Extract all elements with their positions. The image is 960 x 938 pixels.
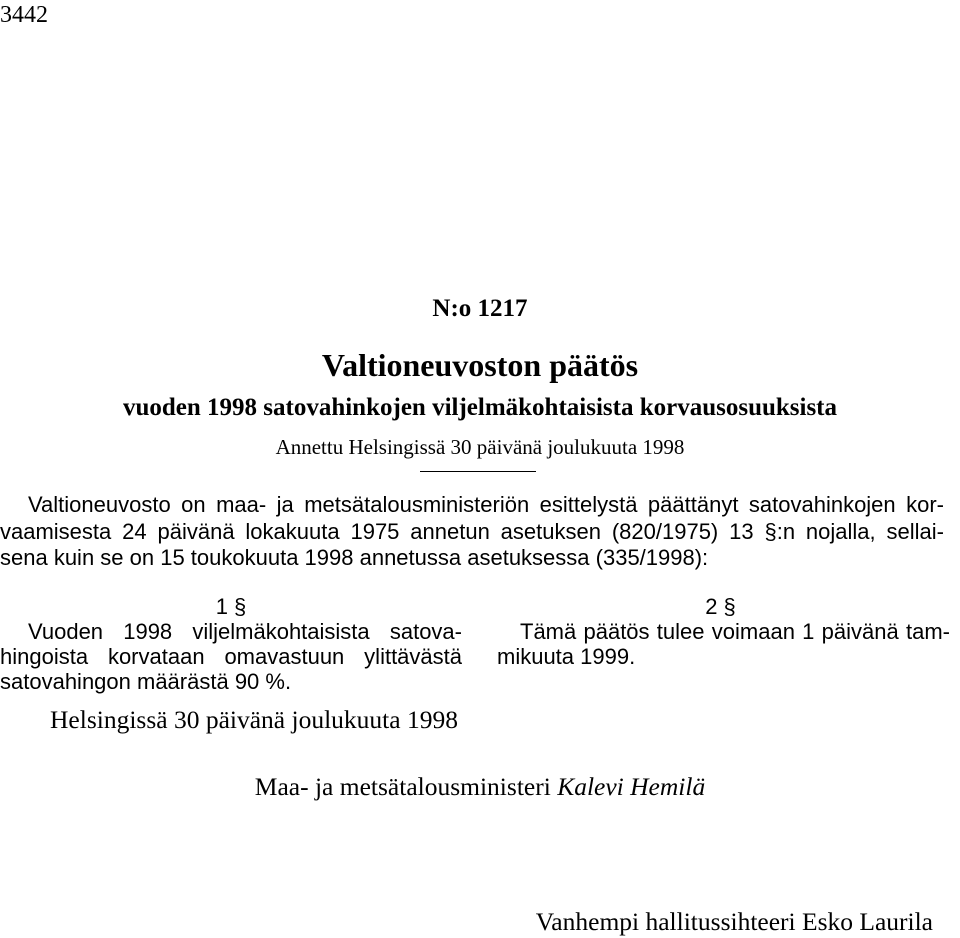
preamble-line: Valtioneuvosto on maa- ja metsätalousministeriön esittelystä päättänyt satovahinkojen kor- xyxy=(28,492,944,517)
section-2-line: Tämä päätös tulee voimaan 1 päivänä tam- xyxy=(520,619,950,644)
section-1-heading: 1 § xyxy=(215,594,247,619)
section-2-line: mikuuta 1999. xyxy=(497,644,636,669)
minister-name: Kalevi Hemilä xyxy=(557,772,706,801)
title-divider xyxy=(420,471,536,472)
section-1-line: hingoista korvataan omavastuun ylittävästä xyxy=(0,644,462,669)
statute-number: N:o 1217 xyxy=(432,295,528,322)
minister-title: Maa- ja metsätalousministeri xyxy=(254,772,551,801)
preamble-line: vaamisesta 24 päivänä lokakuuta 1975 annetun asetuksen (820/1975) 13 §:n nojalla, sellai- xyxy=(0,519,944,544)
section-2-heading: 2 § xyxy=(705,594,736,619)
minister-signature xyxy=(0,772,960,802)
document-subtitle: vuoden 1998 satovahinkojen viljelmäkohtaisista korvausosuuksista xyxy=(122,394,838,421)
page-title: Valtioneuvoston päätös xyxy=(321,347,639,383)
issued-line: Annettu Helsingissä 30 päivänä joulukuuta 1998 xyxy=(275,435,685,459)
secretary-signature: Vanhempi hallitussihteeri Esko Laurila xyxy=(535,907,933,936)
place-and-date: Helsingissä 30 päivänä joulukuuta 1998 xyxy=(50,705,458,734)
section-1-line: Vuoden 1998 viljelmäkohtaisista satova- xyxy=(28,619,462,644)
preamble-line: sena kuin se on 15 toukokuuta 1998 annetussa asetuksessa (335/1998): xyxy=(0,545,709,570)
section-1-line: satovahingon määrästä 90 %. xyxy=(0,669,292,694)
page-number: 3442 xyxy=(0,2,48,28)
